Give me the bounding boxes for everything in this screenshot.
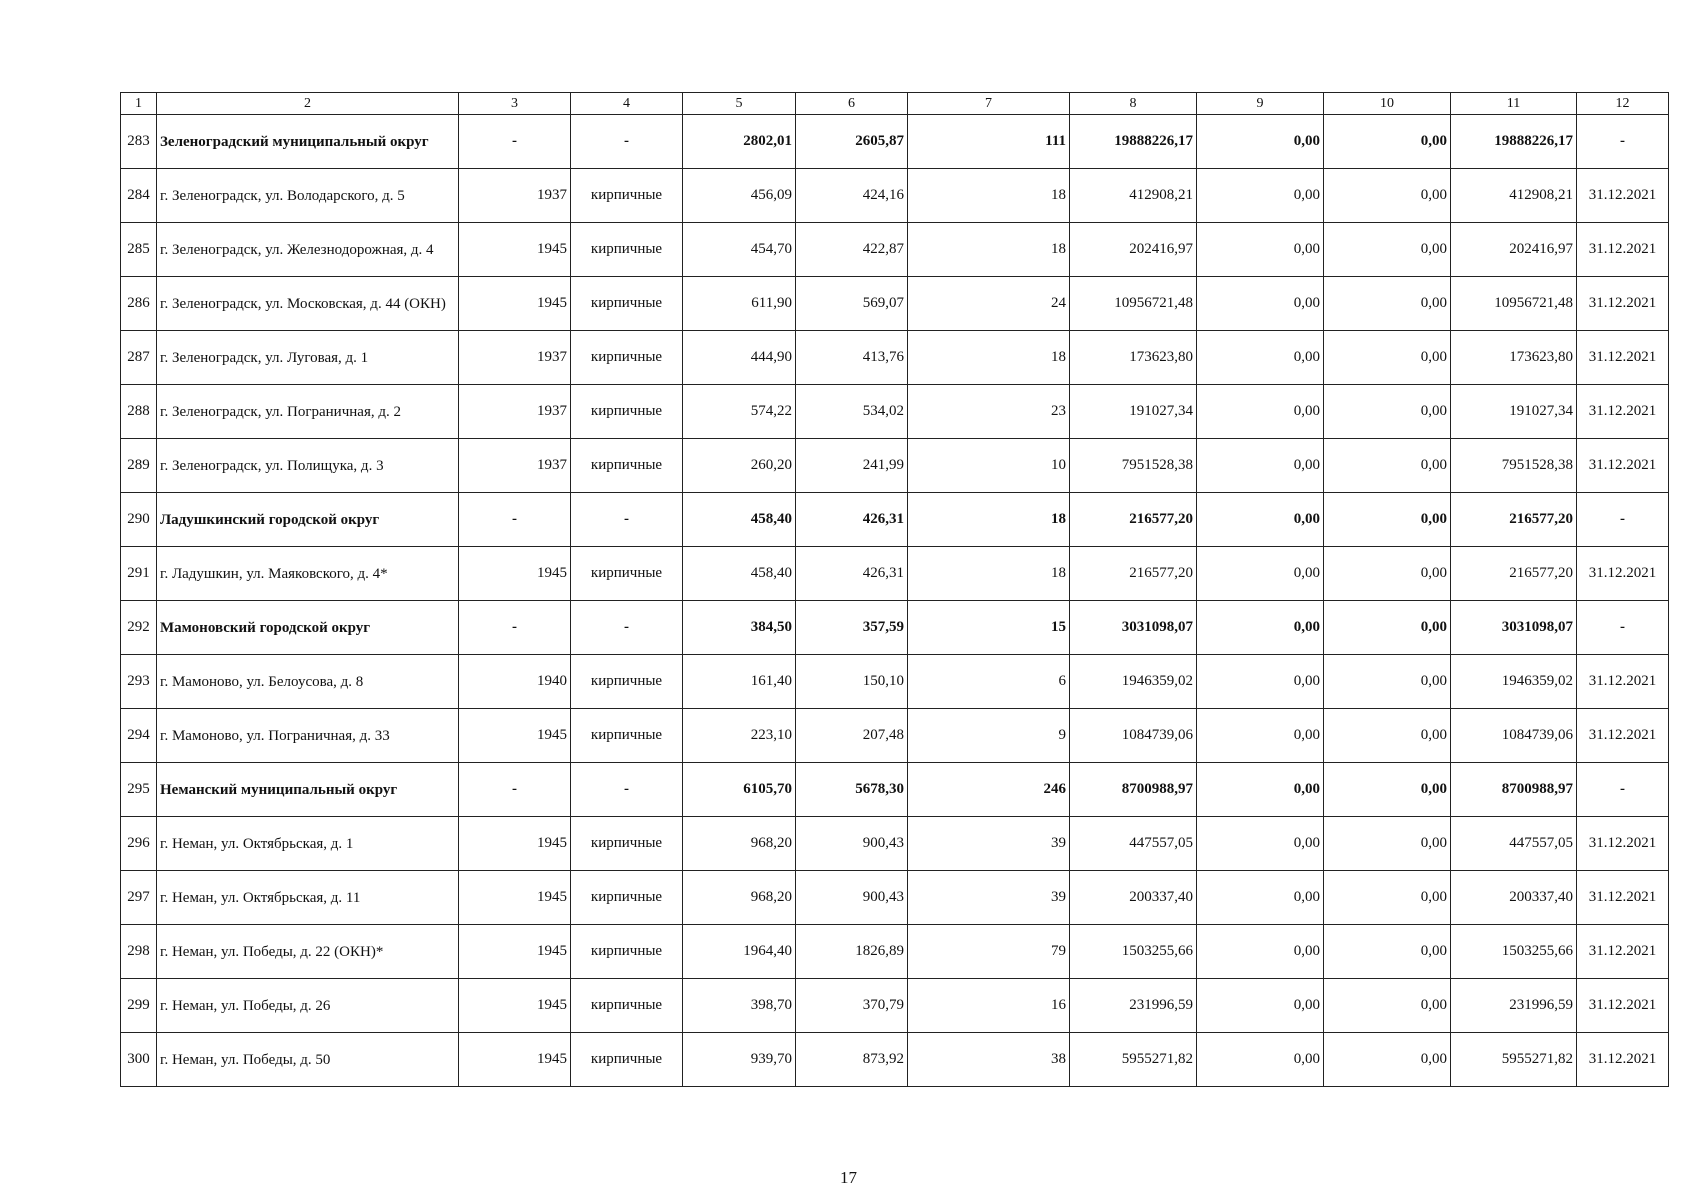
col7-cell: 23 [908, 385, 1070, 439]
row-number: 299 [121, 979, 157, 1033]
table-row-subtotal [121, 493, 1669, 547]
col5-cell: 611,90 [683, 277, 796, 331]
col8-cell: 191027,34 [1070, 385, 1197, 439]
row-number: 295 [121, 763, 157, 817]
col7-cell: 246 [908, 763, 1070, 817]
col11-cell: 191027,34 [1451, 385, 1577, 439]
row-number: 291 [121, 547, 157, 601]
table-row [121, 385, 1669, 439]
row-number: 283 [121, 115, 157, 169]
column-number-10: 10 [1324, 93, 1451, 115]
col9-cell: 0,00 [1197, 169, 1324, 223]
address-cell: г. Зеленоградск, ул. Полищука, д. 3 [157, 439, 459, 493]
col7-cell: 15 [908, 601, 1070, 655]
row-number: 285 [121, 223, 157, 277]
row-number: 288 [121, 385, 157, 439]
column-number-5: 5 [683, 93, 796, 115]
col11-cell: 216577,20 [1451, 493, 1577, 547]
col6-cell: 413,76 [796, 331, 908, 385]
year-cell: - [459, 763, 571, 817]
col5-cell: 223,10 [683, 709, 796, 763]
col6-cell: 207,48 [796, 709, 908, 763]
col5-cell: 456,09 [683, 169, 796, 223]
col10-cell: 0,00 [1324, 385, 1451, 439]
material-cell: кирпичные [571, 871, 683, 925]
col9-cell: 0,00 [1197, 763, 1324, 817]
material-cell: кирпичные [571, 1033, 683, 1087]
col11-cell: 3031098,07 [1451, 601, 1577, 655]
material-cell: кирпичные [571, 169, 683, 223]
year-cell: - [459, 493, 571, 547]
col6-cell: 426,31 [796, 493, 908, 547]
page-number: 17 [840, 1168, 857, 1187]
col5-cell: 458,40 [683, 547, 796, 601]
col8-cell: 1084739,06 [1070, 709, 1197, 763]
year-cell: 1937 [459, 385, 571, 439]
col9-cell: 0,00 [1197, 871, 1324, 925]
table-row-subtotal [121, 763, 1669, 817]
col10-cell: 0,00 [1324, 169, 1451, 223]
row-number: 286 [121, 277, 157, 331]
material-cell: кирпичные [571, 439, 683, 493]
row-number: 292 [121, 601, 157, 655]
column-number-9: 9 [1197, 93, 1324, 115]
col6-cell: 426,31 [796, 547, 908, 601]
date-cell: 31.12.2021 [1577, 871, 1669, 925]
table-row [121, 331, 1669, 385]
date-cell: 31.12.2021 [1577, 385, 1669, 439]
date-cell: - [1577, 493, 1669, 547]
table-row [121, 547, 1669, 601]
table-row [121, 1033, 1669, 1087]
date-cell: 31.12.2021 [1577, 655, 1669, 709]
column-number-6: 6 [796, 93, 908, 115]
row-number: 284 [121, 169, 157, 223]
material-cell: - [571, 763, 683, 817]
material-cell: кирпичные [571, 655, 683, 709]
col11-cell: 1946359,02 [1451, 655, 1577, 709]
col7-cell: 24 [908, 277, 1070, 331]
col8-cell: 200337,40 [1070, 871, 1197, 925]
col6-cell: 534,02 [796, 385, 908, 439]
date-cell: 31.12.2021 [1577, 709, 1669, 763]
address-cell: г. Зеленоградск, ул. Луговая, д. 1 [157, 331, 459, 385]
col8-cell: 216577,20 [1070, 493, 1197, 547]
column-number-row [121, 93, 1669, 115]
col7-cell: 39 [908, 817, 1070, 871]
year-cell: 1937 [459, 331, 571, 385]
col10-cell: 0,00 [1324, 1033, 1451, 1087]
table-row [121, 439, 1669, 493]
date-cell: 31.12.2021 [1577, 817, 1669, 871]
year-cell: 1940 [459, 655, 571, 709]
col9-cell: 0,00 [1197, 547, 1324, 601]
date-cell: 31.12.2021 [1577, 169, 1669, 223]
col7-cell: 16 [908, 979, 1070, 1033]
col9-cell: 0,00 [1197, 493, 1324, 547]
date-cell: 31.12.2021 [1577, 547, 1669, 601]
table-row [121, 871, 1669, 925]
col9-cell: 0,00 [1197, 439, 1324, 493]
col11-cell: 7951528,38 [1451, 439, 1577, 493]
col6-cell: 370,79 [796, 979, 908, 1033]
col8-cell: 412908,21 [1070, 169, 1197, 223]
col10-cell: 0,00 [1324, 601, 1451, 655]
col5-cell: 6105,70 [683, 763, 796, 817]
col8-cell: 8700988,97 [1070, 763, 1197, 817]
col8-cell: 173623,80 [1070, 331, 1197, 385]
address-cell: г. Зеленоградск, ул. Володарского, д. 5 [157, 169, 459, 223]
col6-cell: 241,99 [796, 439, 908, 493]
col9-cell: 0,00 [1197, 979, 1324, 1033]
col5-cell: 968,20 [683, 871, 796, 925]
address-cell: г. Мамоново, ул. Пограничная, д. 33 [157, 709, 459, 763]
date-cell: - [1577, 115, 1669, 169]
col8-cell: 19888226,17 [1070, 115, 1197, 169]
col11-cell: 1503255,66 [1451, 925, 1577, 979]
col9-cell: 0,00 [1197, 1033, 1324, 1087]
col8-cell: 216577,20 [1070, 547, 1197, 601]
col11-cell: 412908,21 [1451, 169, 1577, 223]
col10-cell: 0,00 [1324, 655, 1451, 709]
material-cell: - [571, 601, 683, 655]
year-cell: 1945 [459, 817, 571, 871]
col8-cell: 202416,97 [1070, 223, 1197, 277]
row-number: 293 [121, 655, 157, 709]
year-cell: 1945 [459, 925, 571, 979]
col10-cell: 0,00 [1324, 115, 1451, 169]
material-cell: кирпичные [571, 709, 683, 763]
col9-cell: 0,00 [1197, 223, 1324, 277]
row-number: 294 [121, 709, 157, 763]
date-cell: 31.12.2021 [1577, 979, 1669, 1033]
col8-cell: 10956721,48 [1070, 277, 1197, 331]
col9-cell: 0,00 [1197, 385, 1324, 439]
column-number-12: 12 [1577, 93, 1669, 115]
housing-table [120, 92, 1669, 1087]
col11-cell: 216577,20 [1451, 547, 1577, 601]
col7-cell: 18 [908, 223, 1070, 277]
material-cell: кирпичные [571, 331, 683, 385]
col8-cell: 7951528,38 [1070, 439, 1197, 493]
address-cell: Ладушкинский городской округ [157, 493, 459, 547]
date-cell: 31.12.2021 [1577, 1033, 1669, 1087]
table-row [121, 925, 1669, 979]
address-cell: г. Мамоново, ул. Белоусова, д. 8 [157, 655, 459, 709]
col10-cell: 0,00 [1324, 493, 1451, 547]
document-sheet [120, 92, 1669, 1087]
col7-cell: 18 [908, 331, 1070, 385]
col11-cell: 202416,97 [1451, 223, 1577, 277]
address-cell: г. Зеленоградск, ул. Пограничная, д. 2 [157, 385, 459, 439]
col10-cell: 0,00 [1324, 979, 1451, 1033]
address-cell: г. Зеленоградск, ул. Московская, д. 44 (ОКН) [157, 277, 459, 331]
row-number: 287 [121, 331, 157, 385]
table-row [121, 979, 1669, 1033]
table-body [121, 93, 1669, 1087]
year-cell: 1945 [459, 547, 571, 601]
material-cell: кирпичные [571, 223, 683, 277]
date-cell: - [1577, 763, 1669, 817]
col7-cell: 39 [908, 871, 1070, 925]
col11-cell: 200337,40 [1451, 871, 1577, 925]
year-cell: 1945 [459, 277, 571, 331]
col9-cell: 0,00 [1197, 331, 1324, 385]
col7-cell: 38 [908, 1033, 1070, 1087]
col10-cell: 0,00 [1324, 871, 1451, 925]
table-row [121, 277, 1669, 331]
col7-cell: 10 [908, 439, 1070, 493]
year-cell: 1945 [459, 709, 571, 763]
col9-cell: 0,00 [1197, 925, 1324, 979]
year-cell: 1937 [459, 439, 571, 493]
material-cell: - [571, 493, 683, 547]
col11-cell: 1084739,06 [1451, 709, 1577, 763]
col11-cell: 10956721,48 [1451, 277, 1577, 331]
date-cell: 31.12.2021 [1577, 277, 1669, 331]
col7-cell: 18 [908, 169, 1070, 223]
column-number-7: 7 [908, 93, 1070, 115]
column-number-3: 3 [459, 93, 571, 115]
col5-cell: 454,70 [683, 223, 796, 277]
col8-cell: 1946359,02 [1070, 655, 1197, 709]
material-cell: кирпичные [571, 979, 683, 1033]
table-row [121, 817, 1669, 871]
col5-cell: 939,70 [683, 1033, 796, 1087]
table-row [121, 223, 1669, 277]
row-number: 289 [121, 439, 157, 493]
col7-cell: 6 [908, 655, 1070, 709]
col10-cell: 0,00 [1324, 547, 1451, 601]
column-number-8: 8 [1070, 93, 1197, 115]
date-cell: 31.12.2021 [1577, 331, 1669, 385]
col5-cell: 458,40 [683, 493, 796, 547]
row-number: 298 [121, 925, 157, 979]
address-cell: г. Неман, ул. Победы, д. 26 [157, 979, 459, 1033]
col8-cell: 3031098,07 [1070, 601, 1197, 655]
col5-cell: 444,90 [683, 331, 796, 385]
col6-cell: 569,07 [796, 277, 908, 331]
address-cell: г. Неман, ул. Октябрьская, д. 1 [157, 817, 459, 871]
col7-cell: 18 [908, 547, 1070, 601]
row-number: 296 [121, 817, 157, 871]
col11-cell: 8700988,97 [1451, 763, 1577, 817]
col5-cell: 1964,40 [683, 925, 796, 979]
material-cell: кирпичные [571, 277, 683, 331]
table-row-subtotal [121, 115, 1669, 169]
address-cell: г. Неман, ул. Победы, д. 50 [157, 1033, 459, 1087]
col9-cell: 0,00 [1197, 709, 1324, 763]
table-row [121, 709, 1669, 763]
col6-cell: 357,59 [796, 601, 908, 655]
col5-cell: 161,40 [683, 655, 796, 709]
year-cell: 1945 [459, 1033, 571, 1087]
year-cell: 1945 [459, 979, 571, 1033]
col9-cell: 0,00 [1197, 655, 1324, 709]
col7-cell: 79 [908, 925, 1070, 979]
col5-cell: 384,50 [683, 601, 796, 655]
col9-cell: 0,00 [1197, 115, 1324, 169]
col6-cell: 900,43 [796, 871, 908, 925]
col10-cell: 0,00 [1324, 925, 1451, 979]
table-row [121, 655, 1669, 709]
col5-cell: 398,70 [683, 979, 796, 1033]
col9-cell: 0,00 [1197, 277, 1324, 331]
col6-cell: 2605,87 [796, 115, 908, 169]
year-cell: 1945 [459, 223, 571, 277]
col7-cell: 111 [908, 115, 1070, 169]
col8-cell: 231996,59 [1070, 979, 1197, 1033]
col5-cell: 2802,01 [683, 115, 796, 169]
address-cell: Неманский муниципальный округ [157, 763, 459, 817]
col5-cell: 968,20 [683, 817, 796, 871]
year-cell: - [459, 115, 571, 169]
col6-cell: 5678,30 [796, 763, 908, 817]
col7-cell: 9 [908, 709, 1070, 763]
col6-cell: 900,43 [796, 817, 908, 871]
col10-cell: 0,00 [1324, 763, 1451, 817]
column-number-1: 1 [121, 93, 157, 115]
column-number-11: 11 [1451, 93, 1577, 115]
address-cell: г. Зеленоградск, ул. Железнодорожная, д. 4 [157, 223, 459, 277]
col10-cell: 0,00 [1324, 817, 1451, 871]
address-cell: Зеленоградский муниципальный округ [157, 115, 459, 169]
material-cell: - [571, 115, 683, 169]
row-number: 290 [121, 493, 157, 547]
col10-cell: 0,00 [1324, 439, 1451, 493]
col6-cell: 424,16 [796, 169, 908, 223]
date-cell: 31.12.2021 [1577, 223, 1669, 277]
table-row-subtotal [121, 601, 1669, 655]
col11-cell: 231996,59 [1451, 979, 1577, 1033]
col11-cell: 447557,05 [1451, 817, 1577, 871]
col7-cell: 18 [908, 493, 1070, 547]
column-number-4: 4 [571, 93, 683, 115]
col9-cell: 0,00 [1197, 601, 1324, 655]
col5-cell: 260,20 [683, 439, 796, 493]
row-number: 297 [121, 871, 157, 925]
col8-cell: 5955271,82 [1070, 1033, 1197, 1087]
col11-cell: 173623,80 [1451, 331, 1577, 385]
col6-cell: 873,92 [796, 1033, 908, 1087]
col10-cell: 0,00 [1324, 331, 1451, 385]
col5-cell: 574,22 [683, 385, 796, 439]
material-cell: кирпичные [571, 817, 683, 871]
address-cell: Мамоновский городской округ [157, 601, 459, 655]
col6-cell: 422,87 [796, 223, 908, 277]
table-row [121, 169, 1669, 223]
year-cell: 1945 [459, 871, 571, 925]
address-cell: г. Неман, ул. Октябрьская, д. 11 [157, 871, 459, 925]
year-cell: - [459, 601, 571, 655]
col8-cell: 1503255,66 [1070, 925, 1197, 979]
date-cell: 31.12.2021 [1577, 925, 1669, 979]
col10-cell: 0,00 [1324, 277, 1451, 331]
year-cell: 1937 [459, 169, 571, 223]
column-number-2: 2 [157, 93, 459, 115]
material-cell: кирпичные [571, 925, 683, 979]
col10-cell: 0,00 [1324, 223, 1451, 277]
material-cell: кирпичные [571, 547, 683, 601]
material-cell: кирпичные [571, 385, 683, 439]
col9-cell: 0,00 [1197, 817, 1324, 871]
address-cell: г. Неман, ул. Победы, д. 22 (ОКН)* [157, 925, 459, 979]
col11-cell: 5955271,82 [1451, 1033, 1577, 1087]
col6-cell: 1826,89 [796, 925, 908, 979]
address-cell: г. Ладушкин, ул. Маяковского, д. 4* [157, 547, 459, 601]
date-cell: - [1577, 601, 1669, 655]
col10-cell: 0,00 [1324, 709, 1451, 763]
col11-cell: 19888226,17 [1451, 115, 1577, 169]
col8-cell: 447557,05 [1070, 817, 1197, 871]
row-number: 300 [121, 1033, 157, 1087]
date-cell: 31.12.2021 [1577, 439, 1669, 493]
col6-cell: 150,10 [796, 655, 908, 709]
